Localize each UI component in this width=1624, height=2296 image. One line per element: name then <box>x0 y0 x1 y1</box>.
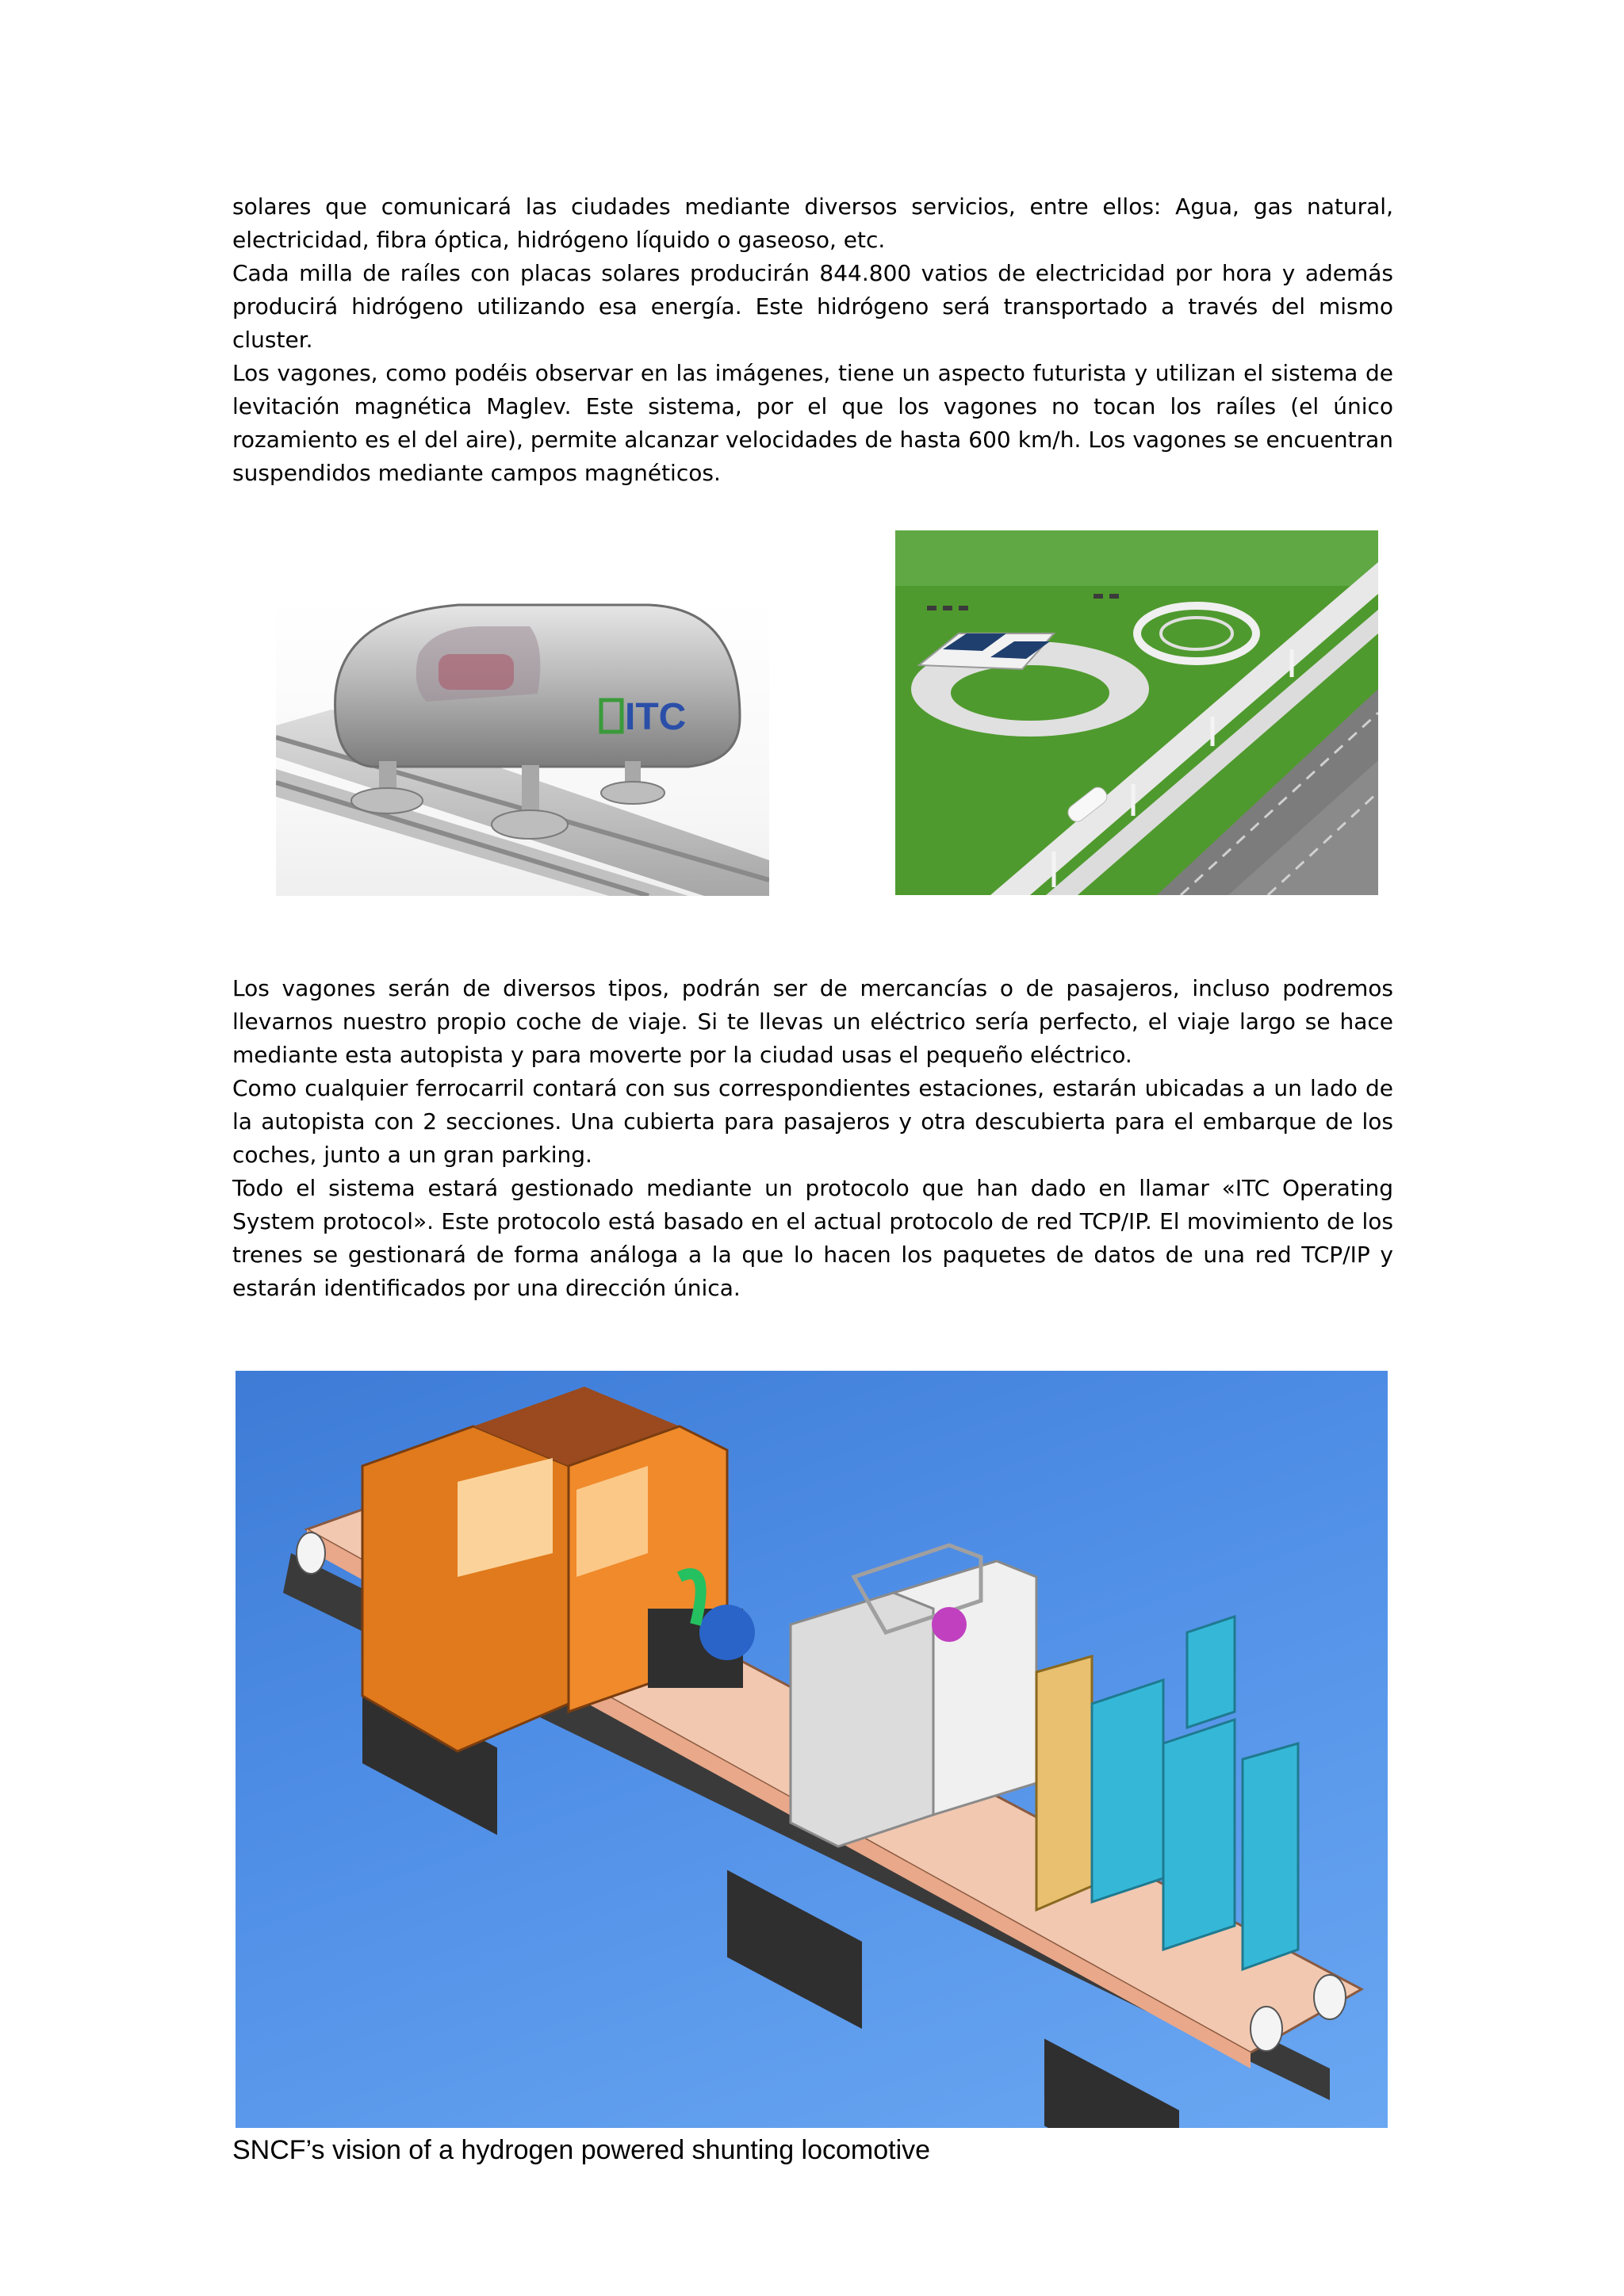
hydrogen-locomotive-illustration <box>236 1371 1388 2128</box>
paragraph: Cada milla de raíles con placas solares producirán 844.800 vatios de electricidad por hora y además producirá hidrógeno utilizando esa energía. Este hidrógeno será transportado a través del mismo cluster. <box>232 260 1393 353</box>
aerial-station-illustration <box>895 530 1378 895</box>
body-text-block-2 <box>232 972 1393 1305</box>
hydrogen-locomotive-image <box>236 1371 1388 2128</box>
figure-caption: SNCF’s vision of a hydrogen powered shunting locomotive <box>232 2135 931 2165</box>
paragraph: Los vagones, como podéis observar en las imágenes, tiene un aspecto futurista y utilizan el sistema de levitación magnética Maglev. Este sistema, por el que los vagones no tocan los raíles (el único rozamiento es el del aire), permite alcanzar velocidades de hasta 600 km/h. Los vagones se encuentran suspendidos mediante campos magnéticos. <box>232 360 1393 486</box>
itc-logo-text: ITC <box>625 696 687 738</box>
paragraph: solares que comunicará las ciudades mediante diversos servicios, entre ellos: Agua, gas natural, electricidad, fibra óptica, hidrógeno líquido o gaseoso, etc. <box>232 193 1393 253</box>
maglev-pod-image <box>276 599 769 896</box>
paragraph: Todo el sistema estará gestionado mediante un protocolo que han dado en llamar «ITC Operating System protocol». Este protocolo está basado en el actual protocolo de red TCP/IP. El movimiento de los trenes se gestionará de forma análoga a la que lo hacen los paquetes de datos de una red TCP/IP y estarán identificados por una dirección única. <box>232 1175 1393 1301</box>
paragraph: Como cualquier ferrocarril contará con sus correspondientes estaciones, estarán ubicadas a un lado de la autopista con 2 secciones. Una cubierta para pasajeros y otra descubierta para el embarque de los coches, junto a un gran parking. <box>232 1075 1393 1168</box>
maglev-pod-illustration <box>276 599 769 896</box>
body-text-block-1 <box>232 190 1393 490</box>
paragraph: Los vagones serán de diversos tipos, podrán ser de mercancías o de pasajeros, incluso podremos llevarnos nuestro propio coche de viaje. Si te llevas un eléctrico sería perfecto, el viaje largo se hace mediante esta autopista y para moverte por la ciudad usas el pequeño eléctrico. <box>232 975 1393 1068</box>
aerial-station-image <box>895 530 1378 895</box>
